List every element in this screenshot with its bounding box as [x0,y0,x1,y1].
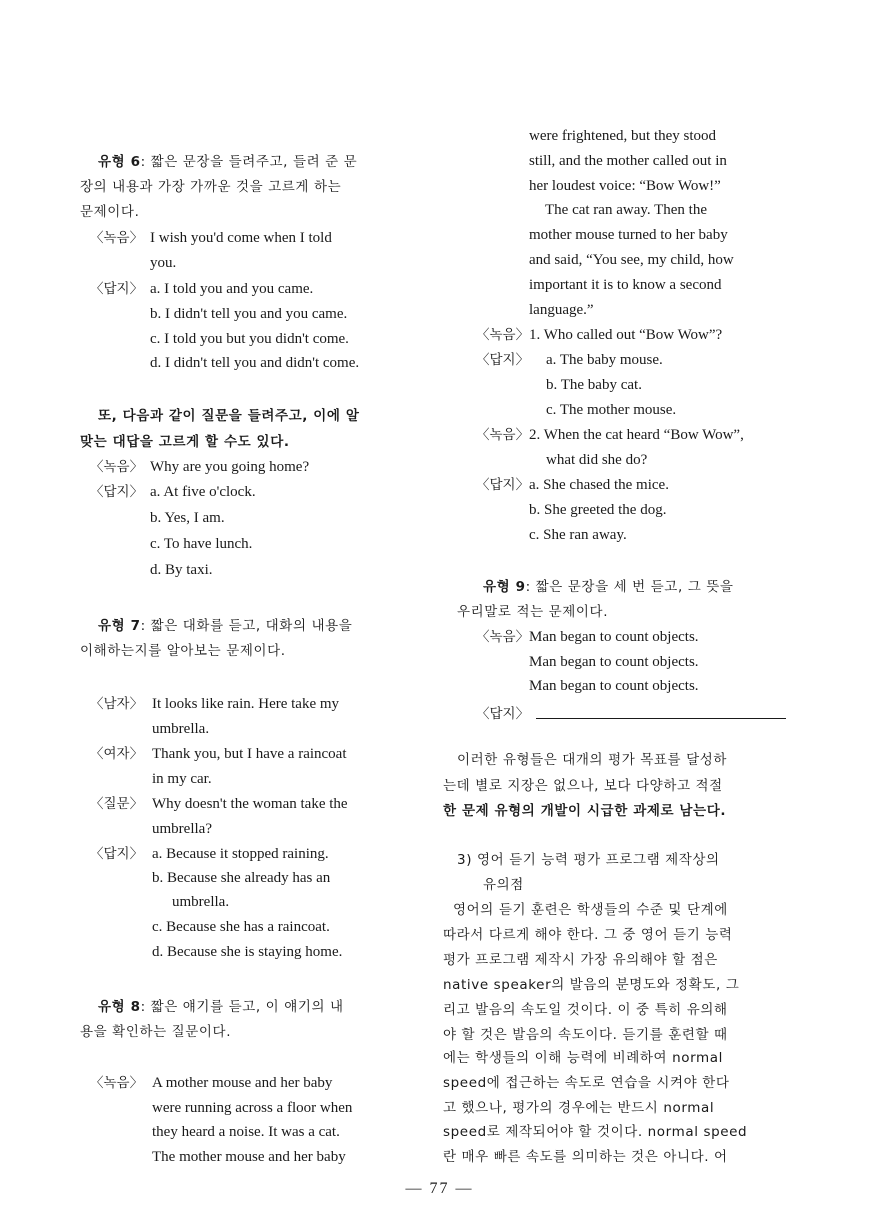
page-number: — 77 — [405,1180,474,1197]
summary-line: 한 문제 유형의 개발이 시급한 과제로 남는다. [443,803,727,819]
q2-option-c: c. She ran away. [529,527,627,543]
type7-desc-line2: 이해하는지를 알아보는 문제이다. [80,643,286,659]
recording-tag: 〈녹음〉 [476,327,530,343]
also-option-c: c. To have lunch. [150,536,253,552]
also-line1: 또, 다음과 같이 질문을 들려주고, 이에 알 [98,408,360,424]
type7-question-line2: umbrella? [152,821,212,837]
section3-body-line: 평가 프로그램 제작시 가장 유의해야 할 점은 [443,952,718,968]
type9-recording-line: Man began to count objects. [529,654,699,670]
type6-heading [98,152,357,172]
story-line: A mother mouse and her baby [152,1075,333,1091]
type6-option-d: d. I didn't tell you and didn't come. [150,355,360,371]
answer-tag: 〈답지〉 [90,281,144,297]
woman-tag: 〈여자〉 [90,746,144,762]
story-line: were running across a floor when [152,1100,353,1116]
answer-blank-line[interactable] [536,718,786,719]
type7-option-d: d. Because she is staying home. [152,944,343,960]
type9-desc-line1: : 짧은 문장을 세 번 듣고, 그 뜻을 [525,579,734,595]
type7-desc-line1: : 짧은 대화를 듣고, 대화의 내용을 [140,618,353,634]
recording-tag: 〈녹음〉 [476,427,530,443]
section3-body-line: 고 했으나, 평가의 경우에는 반드시 normal [443,1100,715,1116]
story-line: were frightened, but they stood [529,128,717,144]
type9-recording-line: Man began to count objects. [529,629,699,645]
type6-label: 유형 6 [98,154,141,170]
section3-body-line: 야 할 것은 발음의 속도이다. 듣기를 훈련할 때 [443,1027,728,1043]
recording-tag: 〈녹음〉 [90,459,144,475]
answer-tag: 〈답지〉 [90,846,144,862]
type7-option-c: c. Because she has a raincoat. [152,919,330,935]
section3-body-line: native speaker의 발음의 분명도와 정확도, 그 [443,977,740,993]
q2-option-a: a. She chased the mice. [529,477,669,493]
section3-body-line: 따라서 다르게 해야 한다. 그 중 영어 듣기 능력 [443,927,733,943]
question2-line1: 2. When the cat heard “Bow Wow”, [529,427,744,443]
story-line: her loudest voice: “Bow Wow!” [529,178,721,194]
q1-option-c: c. The mother mouse. [546,402,677,418]
answer-tag: 〈답지〉 [476,706,530,722]
section3-body-line: 에는 학생들의 이해 능력에 비례하여 normal [443,1050,723,1066]
type7-heading [98,616,352,636]
type8-desc-line2: 용을 확인하는 질문이다. [80,1024,232,1040]
type6-desc-line3: 문제이다. [80,204,140,220]
type9-recording-line: Man began to count objects. [529,678,699,694]
answer-tag: 〈답지〉 [90,484,144,500]
type7-option-a: a. Because it stopped raining. [152,846,329,862]
story-line: mother mouse turned to her baby [529,227,728,243]
type6-option-a: a. I told you and you came. [150,281,314,297]
also-option-d: d. By taxi. [150,562,213,578]
type8-label: 유형 8 [98,999,141,1015]
type6-option-c: c. I told you but you didn't come. [150,331,349,347]
recording-tag: 〈녹음〉 [90,1075,144,1091]
type7-question-line1: Why doesn't the woman take the [152,796,348,812]
woman-line1: Thank you, but I have a raincoat [152,746,347,762]
section3-body-line: speed로 제작되어야 할 것이다. normal speed [443,1124,748,1140]
story-line: The cat ran away. Then the [545,202,708,218]
story-line: and said, “You see, my child, how [529,252,734,268]
type9-label: 유형 9 [483,579,526,595]
type6-recording-line2: you. [150,255,177,271]
story-line: still, and the mother called out in [529,153,727,169]
type9-heading [483,577,734,597]
q2-option-b: b. She greeted the dog. [529,502,667,518]
recording-tag: 〈녹음〉 [476,629,530,645]
summary-line: 이러한 유형들은 대개의 평가 목표를 달성하 [457,752,727,768]
q1-option-b: b. The baby cat. [546,377,642,393]
answer-tag: 〈답지〉 [476,352,530,368]
type6-desc-line1: : 짧은 문장을 들려주고, 들려 준 문 [140,154,358,170]
type6-recording-line1: I wish you'd come when I told [150,230,332,246]
type7-option-b-line1: b. Because she already has an [152,870,331,886]
type6-option-b: b. I didn't tell you and you came. [150,306,348,322]
man-line1: It looks like rain. Here take my [152,696,340,712]
section3-body-line: 리고 발음의 속도일 것이다. 이 중 특히 유의해 [443,1002,728,1018]
recording-tag: 〈녹음〉 [90,230,144,246]
story-line: language.” [529,302,594,318]
type7-option-b-line2: umbrella. [172,894,230,910]
story-line: they heard a noise. It was a cat. [152,1124,340,1140]
story-line: important it is to know a second [529,277,722,293]
also-option-a: a. At five o'clock. [150,484,256,500]
section3-heading-line2: 유의점 [483,877,524,893]
section3-heading-line1: 3) 영어 듣기 능력 평가 프로그램 제작상의 [457,852,720,868]
type7-label: 유형 7 [98,618,141,634]
also-recording: Why are you going home? [150,459,310,475]
summary-line: 는데 별로 지장은 없으나, 보다 다양하고 적절 [443,778,723,794]
question1: 1. Who called out “Bow Wow”? [529,327,723,343]
type9-desc-line2: 우리말로 적는 문제이다. [457,604,609,620]
section3-body-line: 영어의 듣기 훈련은 학생들의 수준 및 단계에 [453,902,728,918]
man-tag: 〈남자〉 [90,696,144,712]
woman-line2: in my car. [152,771,212,787]
story-line: The mother mouse and her baby [152,1149,346,1165]
question2-line2: what did she do? [546,452,648,468]
man-line2: umbrella. [152,721,210,737]
type6-desc-line2: 장의 내용과 가장 가까운 것을 고르게 하는 [80,179,342,195]
section3-body-line: 란 매우 빠른 속도를 의미하는 것은 아니다. 어 [443,1149,728,1165]
also-line2: 맞는 대답을 고르게 할 수도 있다. [80,434,290,450]
type8-desc-line1: : 짧은 얘기를 듣고, 이 얘기의 내 [140,999,344,1015]
answer-tag: 〈답지〉 [476,477,530,493]
section3-body-line: speed에 접근하는 속도로 연습을 시켜야 한다 [443,1075,730,1091]
question-tag: 〈질문〉 [90,796,144,812]
also-option-b: b. Yes, I am. [150,510,225,526]
q1-option-a: a. The baby mouse. [546,352,663,368]
type8-heading [98,997,344,1017]
